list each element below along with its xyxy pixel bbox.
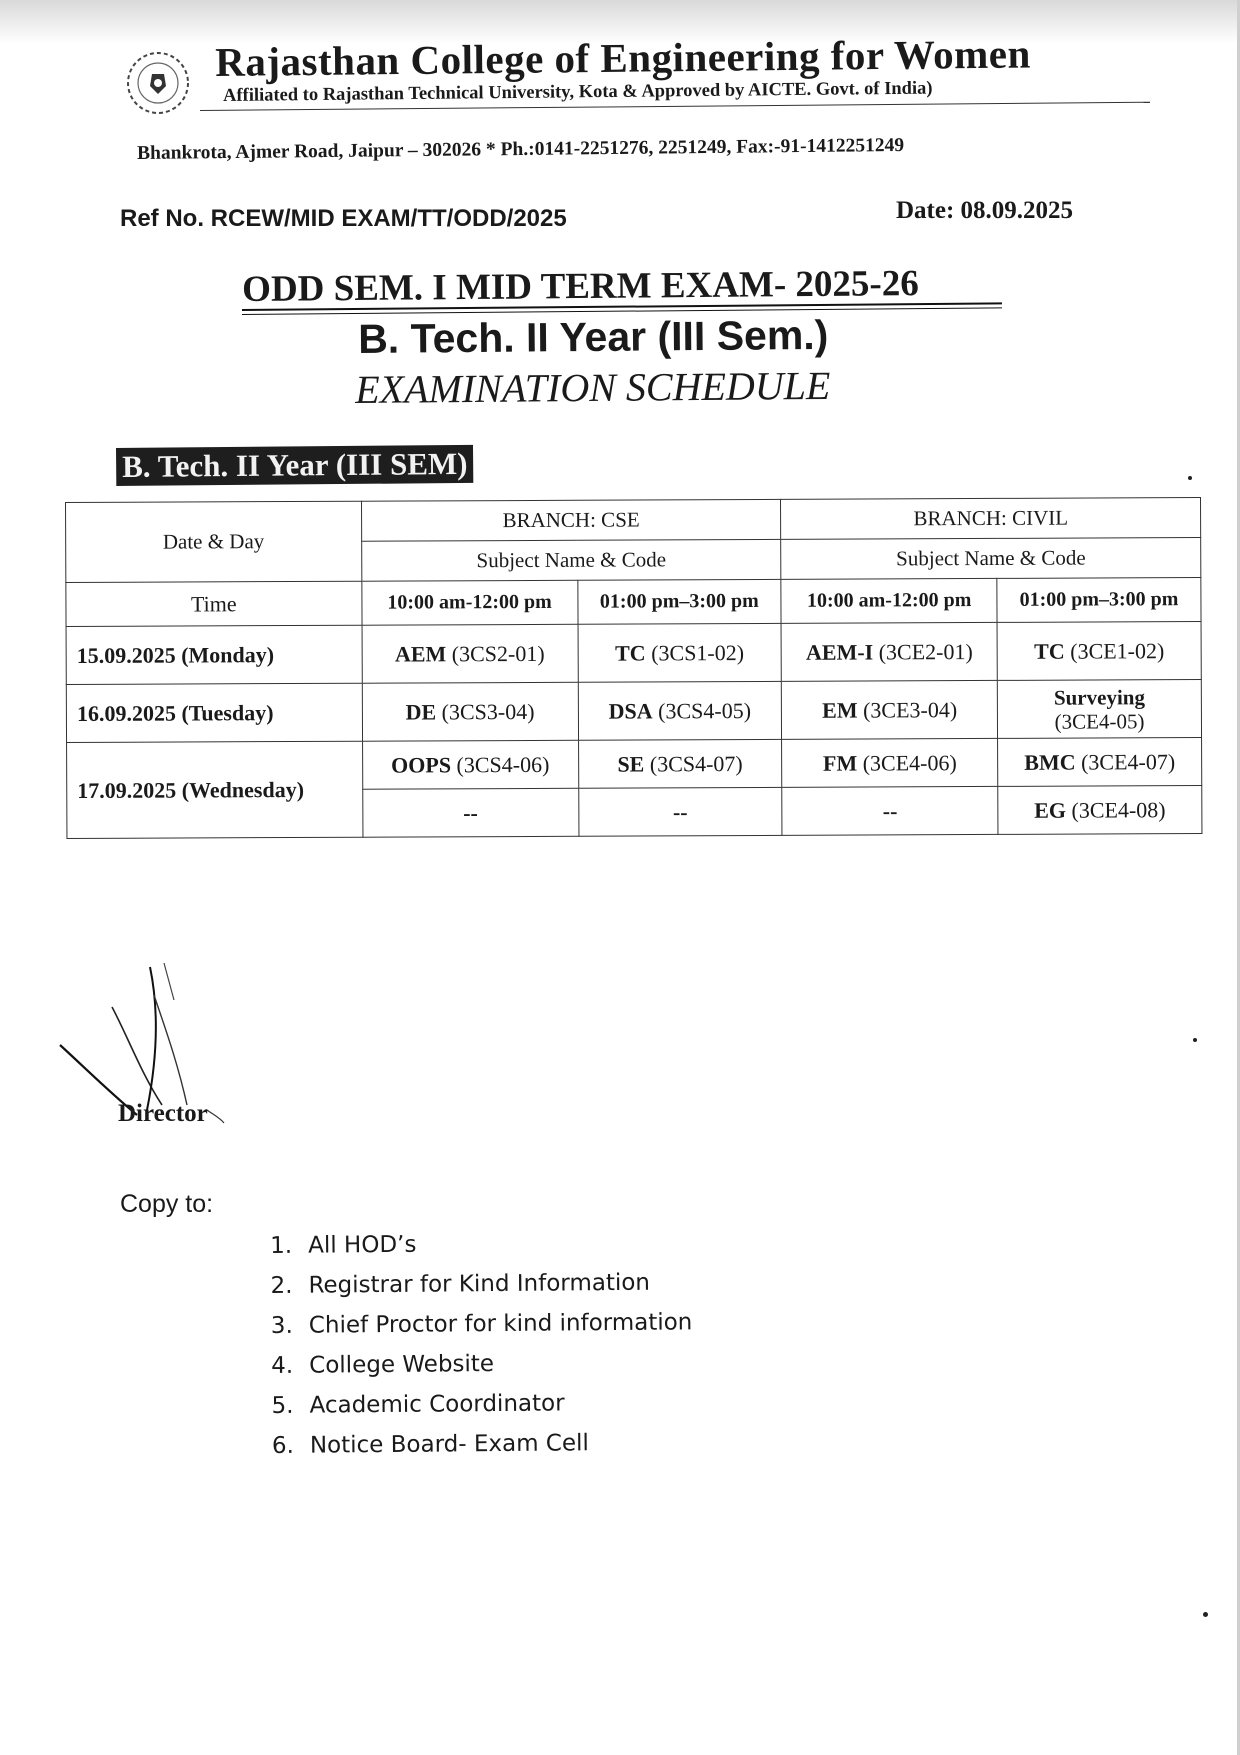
header-row-time	[66, 578, 1201, 627]
list-number: 6.	[271, 1432, 294, 1459]
exam-date: 16.09.2025 (Tuesday)	[66, 683, 362, 742]
list-number: 2.	[270, 1272, 293, 1299]
subject-code: (3CS1-02)	[651, 639, 745, 665]
reference-number: Ref No. RCEW/MID EXAM/TT/ODD/2025	[120, 205, 567, 232]
subject-cell	[997, 680, 1201, 739]
director-title: Director	[118, 1100, 208, 1127]
subject-name: EG	[1034, 797, 1067, 823]
subject-code: (3CS4-07)	[649, 750, 743, 776]
list-text: Academic Coordinator	[309, 1390, 565, 1419]
section-label: B. Tech. II Year (III SEM)	[116, 445, 474, 486]
subject-code: (3CE4-07)	[1081, 748, 1176, 775]
subject-cell	[362, 740, 578, 789]
subject-cell	[578, 681, 782, 740]
subject-cell	[578, 739, 782, 788]
schedule-title: EXAMINATION SCHEDULE	[355, 362, 831, 412]
list-item	[271, 1382, 693, 1426]
table-row	[67, 738, 1202, 791]
list-item	[270, 1262, 692, 1306]
time-slot: 10:00 am-12:00 pm	[362, 580, 578, 625]
list-number: 1.	[270, 1232, 293, 1259]
exam-date: 17.09.2025 (Wednesday)	[67, 741, 363, 838]
subject-code: (3CS3-04)	[441, 698, 535, 724]
subject-cell	[781, 622, 997, 681]
subject-code: (3CS2-01)	[451, 640, 545, 666]
subject-code: (3CE2-01)	[878, 638, 973, 664]
subject-name: TC	[615, 639, 646, 666]
branch-cse-header: BRANCH: CSE	[361, 499, 781, 541]
time-slot: 10:00 am-12:00 pm	[781, 578, 997, 623]
copy-to-list	[270, 1222, 694, 1466]
subject-name: Surveying	[1053, 684, 1145, 710]
time-header: Time	[66, 581, 362, 626]
issue-date: Date: 08.09.2025	[896, 197, 1074, 224]
exam-schedule-table	[65, 497, 1202, 839]
subject-name: FM	[822, 750, 858, 776]
subject-cell	[997, 622, 1201, 681]
date-day-header: Date & Day	[66, 501, 362, 582]
list-text: Notice Board- Exam Cell	[309, 1430, 589, 1459]
subject-cell	[362, 788, 578, 837]
subject-code: (3CE4-08)	[1071, 796, 1166, 823]
subject-code: (3CE4-05)	[1054, 708, 1145, 734]
subject-cell	[998, 738, 1202, 787]
subject-code: (3CE1-02)	[1070, 637, 1165, 664]
subject-name: DSA	[608, 697, 653, 724]
subject-code: (3CE3-04)	[863, 696, 958, 723]
subject-cell	[362, 682, 578, 741]
subject-name: OOPS	[391, 751, 452, 778]
header-row-branch	[66, 498, 1201, 543]
affiliation-line: Affiliated to Rajasthan Technical University, Kota & Approved by AICTE. Govt. of India)	[223, 78, 933, 106]
subject-name: BMC	[1024, 749, 1076, 775]
list-item	[271, 1342, 693, 1386]
subject-header-civil: Subject Name & Code	[781, 538, 1201, 580]
scan-speck	[1193, 1038, 1197, 1042]
list-text: Chief Proctor for kind information	[308, 1309, 693, 1339]
subject-name: SE	[617, 750, 645, 777]
subject-code: (3CE4-06)	[862, 749, 957, 776]
subject-name: TC	[1034, 638, 1065, 664]
time-slot: 01:00 pm–3:00 pm	[997, 578, 1201, 623]
subject-name: AEM	[394, 640, 447, 667]
exam-date: 15.09.2025 (Monday)	[66, 625, 362, 684]
subject-cell	[578, 787, 782, 836]
subject-code: (3CS4-06)	[456, 751, 550, 777]
college-address: Bhankrota, Ajmer Road, Jaipur – 302026 * Ph.:0141-2251276, 2251249, Fax:-91-1412251249	[137, 134, 905, 164]
list-number: 5.	[271, 1392, 294, 1419]
college-name: Rajasthan College of Engineering for Women	[215, 30, 1032, 85]
copy-to-label: Copy to:	[120, 1190, 214, 1218]
subject-header-cse: Subject Name & Code	[361, 539, 781, 581]
branch-civil-header: BRANCH: CIVIL	[781, 498, 1201, 540]
subject-code: (3CS4-05)	[658, 697, 752, 723]
subject-name: --	[882, 797, 898, 823]
subject-cell	[782, 680, 998, 739]
subject-name: DE	[405, 698, 437, 725]
list-item	[271, 1302, 693, 1346]
subject-cell	[998, 786, 1202, 835]
subject-name: AEM-I	[805, 638, 874, 665]
list-number: 3.	[270, 1312, 293, 1339]
table-row	[66, 680, 1201, 743]
table-row	[66, 622, 1201, 685]
subject-cell	[578, 623, 782, 682]
list-number: 4.	[271, 1352, 294, 1379]
list-item	[270, 1222, 692, 1266]
exam-title: ODD SEM. I MID TERM EXAM- 2025-26	[242, 263, 919, 310]
subject-name: EM	[822, 697, 858, 723]
subject-name: --	[463, 799, 478, 825]
subject-name: --	[672, 798, 688, 824]
subject-cell	[362, 624, 578, 683]
year-title: B. Tech. II Year (III Sem.)	[358, 311, 829, 362]
scan-speck	[1188, 476, 1192, 480]
college-logo-icon	[118, 46, 198, 120]
list-item	[272, 1422, 694, 1466]
list-text: All HOD’s	[308, 1231, 417, 1259]
scan-speck	[1203, 1612, 1208, 1617]
time-slot: 01:00 pm–3:00 pm	[577, 579, 781, 624]
list-text: College Website	[309, 1351, 495, 1379]
subject-cell	[782, 786, 998, 835]
list-text: Registrar for Kind Information	[308, 1269, 651, 1299]
subject-cell	[782, 738, 998, 787]
